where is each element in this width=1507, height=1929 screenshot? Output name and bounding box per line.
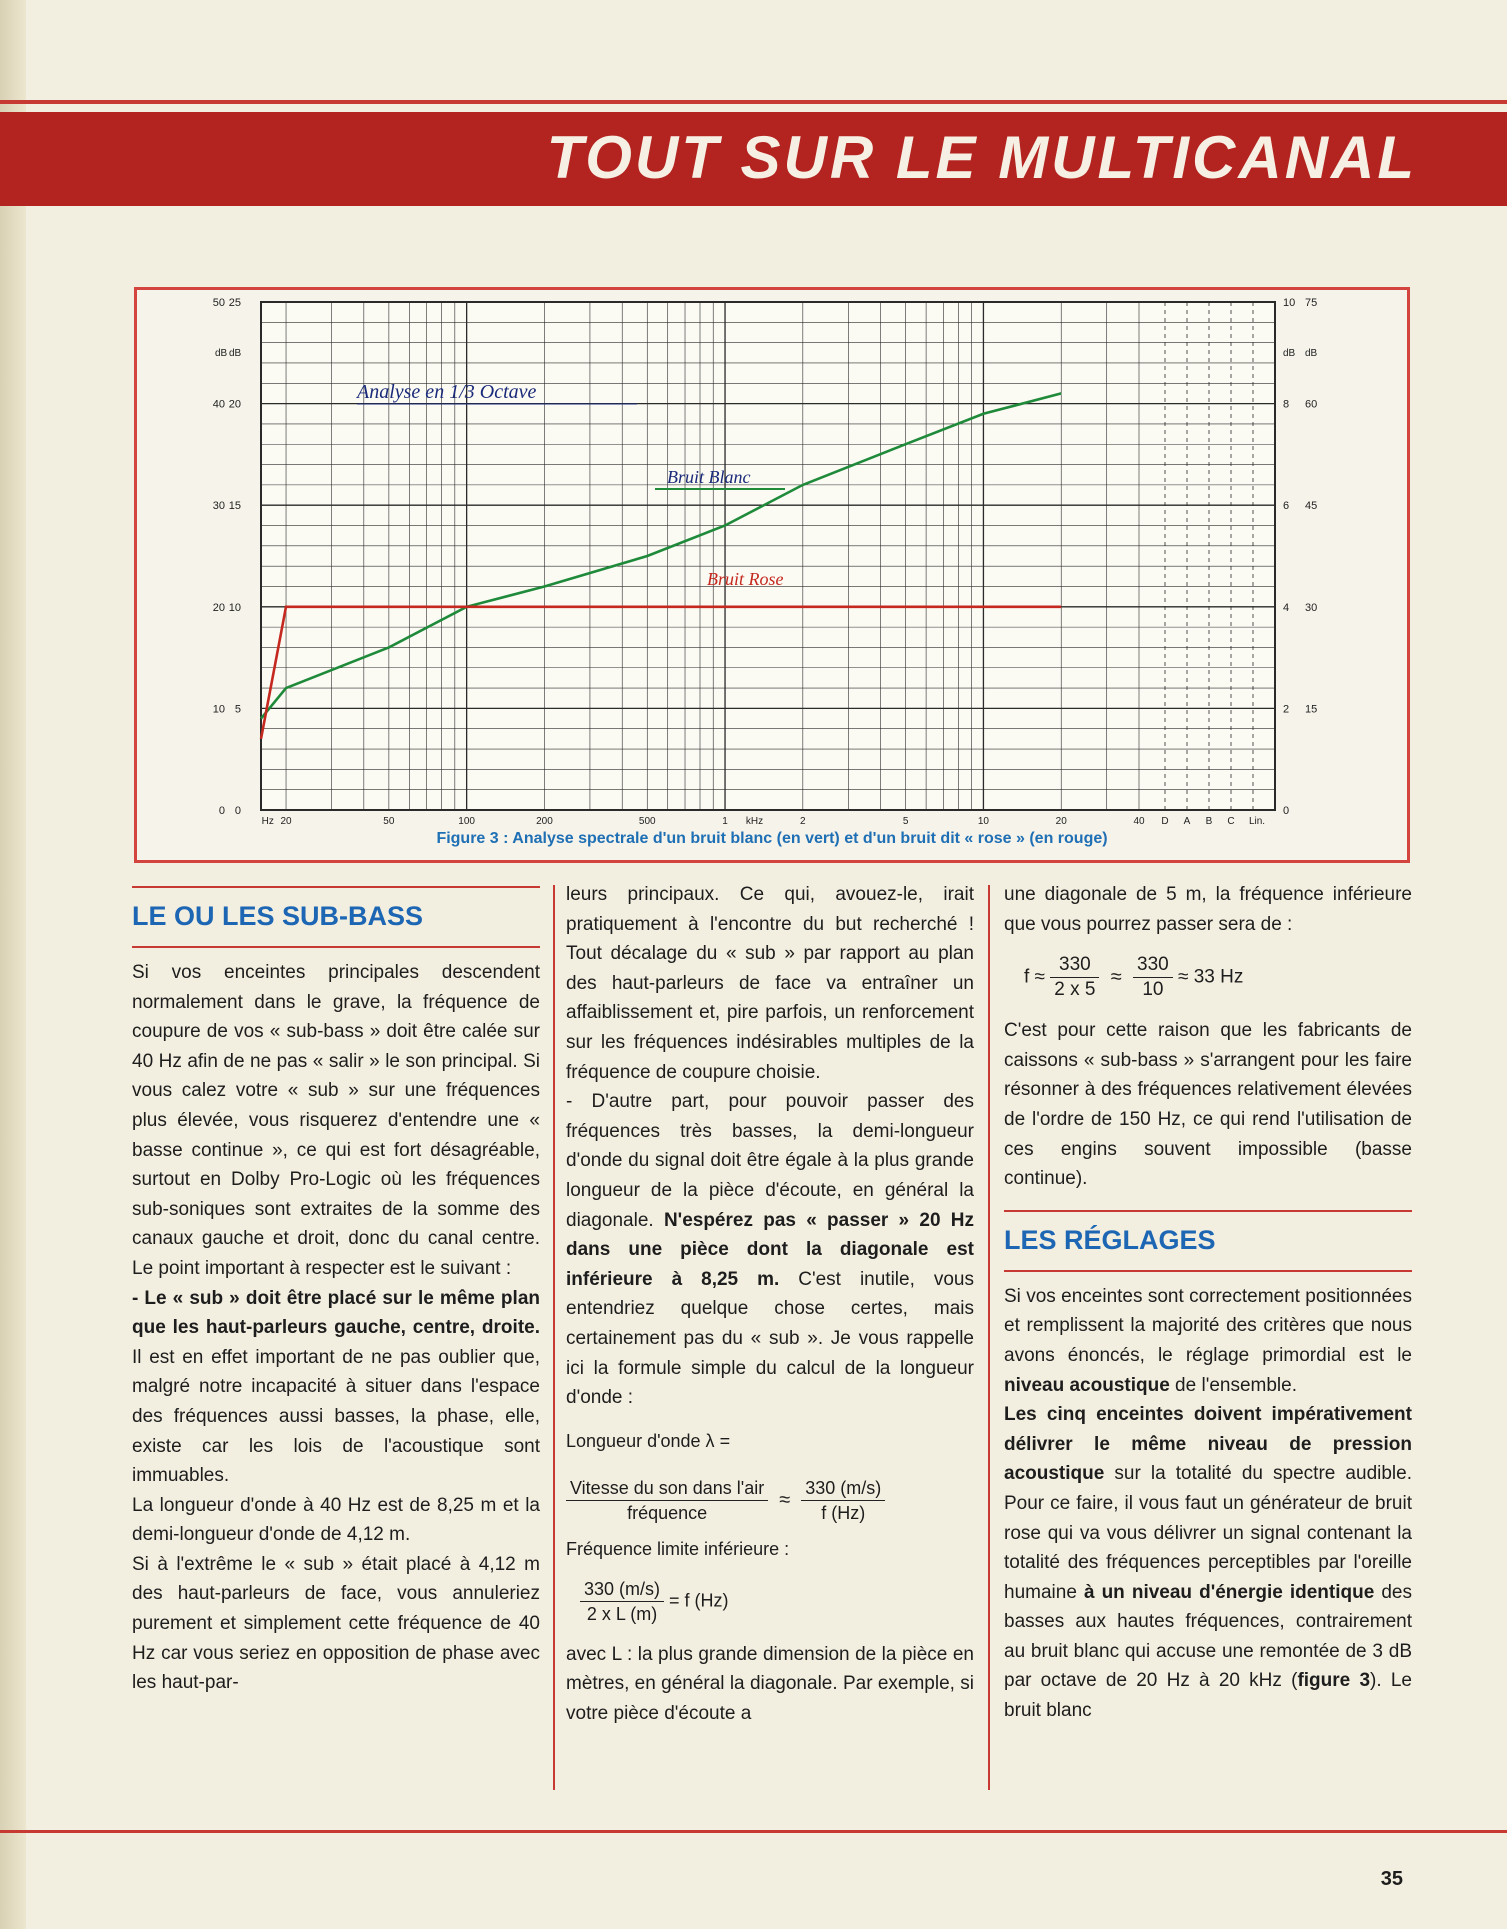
fraction xyxy=(801,1476,885,1525)
column-2 xyxy=(566,880,974,1729)
x-tick-label: C xyxy=(1227,816,1235,827)
y-unit-label: dB xyxy=(215,348,228,359)
y-unit-label: dB xyxy=(1283,348,1296,359)
fraction xyxy=(1050,953,1099,1002)
x-tick-label: Lin. xyxy=(1248,816,1266,827)
formula-limit-label: Fréquence limite inférieure : xyxy=(566,1539,790,1560)
x-tick-label: D xyxy=(1161,816,1169,827)
numerator: 330 (m/s) xyxy=(580,1577,664,1602)
numerator: 330 xyxy=(1050,953,1099,978)
x-tick-label: 10 xyxy=(977,816,989,827)
x-tick-label: Hz xyxy=(261,816,274,827)
y-tick-label: 25 xyxy=(228,297,241,309)
y-tick-label: 45 xyxy=(1305,500,1318,513)
fraction xyxy=(580,1577,664,1626)
x-tick-label: 1 xyxy=(722,816,728,827)
x-tick-label: 50 xyxy=(383,816,395,827)
bold-text: - Le « sub » doit être placé sur le même plan que les haut-parleurs gauche, centre, droite. xyxy=(132,1287,540,1339)
text: de l'ensemble. xyxy=(1169,1374,1297,1396)
numerator: 330 xyxy=(1133,953,1173,978)
heading-sub-bass: LE OU LES SUB-BASS xyxy=(132,886,540,948)
y-tick-label: 75 xyxy=(1305,297,1318,309)
y-tick-label: 50 xyxy=(212,297,225,309)
text: - D'autre part, pour pouvoir passer des fréquences très basses, la demi-longueur d'onde du signal doit être égale à la plus grande longueur de la pièce d'écoute, en général la diagonale. xyxy=(566,1091,974,1231)
formula-example xyxy=(1024,953,1412,1002)
text: Si vos enceintes sont correctement positionnées et remplissent la majorité des critères que nous avons énoncés, le réglage primordial est le xyxy=(1004,1285,1412,1366)
denominator: f (Hz) xyxy=(821,1503,866,1524)
formula-lhs: f ≈ xyxy=(1024,966,1045,988)
heading-reglages: LES RÉGLAGES xyxy=(1004,1210,1412,1272)
y-tick-label: 2 xyxy=(1283,703,1290,716)
paragraph: Si vos enceintes principales descendent normalement dans le grave, la fréquence de coupure de vos « sub-bass » doit être calée sur 40 Hz afin de ne pas « salir » le son principal. Si vous calez votre « sub » sur une fréquences plus élevée, vous risquerez d'entendre une « basse continue », ce qui est fort désagréable, surtout en Dolby Pro-Logic où les fréquences sub-soniques sont extraites de la somme des canaux gauche et droit, donc du canal centre. Le point important à respecter est le suivant : xyxy=(132,962,540,1279)
denominator: fréquence xyxy=(627,1503,708,1524)
y-tick-label: 10 xyxy=(228,601,241,614)
bold-text: Les cinq enceintes doivent impérativement délivrer le même niveau de pression acoustique xyxy=(1004,1404,1412,1485)
annotation-blanc: Bruit Blanc xyxy=(667,467,751,487)
page-spine xyxy=(0,0,26,1929)
column-1 xyxy=(132,880,540,1698)
plot-area xyxy=(261,302,1275,810)
y-tick-label: 20 xyxy=(212,601,225,614)
formula-rhs: ≈ 33 Hz xyxy=(1178,966,1244,988)
column-divider xyxy=(553,885,555,1790)
paragraph: une diagonale de 5 m, la fréquence inférieure que vous pourrez passer sera de : xyxy=(1004,884,1412,935)
section-banner xyxy=(0,112,1507,206)
formula-wavelength-label: Longueur d'onde λ = xyxy=(566,1430,731,1451)
x-tick-label: B xyxy=(1205,816,1213,827)
x-tick-label: kHz xyxy=(745,816,764,827)
numerator: 330 (m/s) xyxy=(801,1476,885,1501)
bold-text: figure 3 xyxy=(1297,1670,1371,1692)
bottom-rule xyxy=(0,1830,1507,1833)
paragraph: La longueur d'onde à 40 Hz est de 8,25 m et la demi-longueur d'onde de 4,12 m. xyxy=(132,1494,540,1546)
formula-limit xyxy=(580,1577,974,1626)
y-tick-label: 0 xyxy=(218,805,225,817)
x-tick-label: 200 xyxy=(536,816,553,827)
paragraph xyxy=(566,1087,974,1413)
figure-caption: Figure 3 : Analyse spectrale d'un bruit blanc (en vert) et d'un bruit dit « rose » (en rouge) xyxy=(436,830,1108,847)
paragraph: leurs principaux. Ce qui, avouez-le, irait pratiquement à l'encontre du but recherché ! Tout décalage du « sub » par rapport au plan des haut-parleurs de face va entraîner un affaiblissement et, pire parfois, un renforcement sur les fréquences indésirables multiples de la fréquence de coupure choisie. xyxy=(566,884,974,1083)
x-tick-label: 2 xyxy=(800,816,806,827)
paragraph: Si à l'extrême le « sub » était placé à 4,12 m des haut-parleurs de face, vous annuleriez purement et simplement cette fréquence de 40 Hz car vous seriez en opposition de phase avec les haut-par- xyxy=(132,1553,540,1694)
y-tick-label: 30 xyxy=(1305,601,1318,614)
y-unit-label: dB xyxy=(229,348,242,359)
text: C'est inutile, vous entendriez quelque chose certes, mais certainement pas du « sub ». Je vous rappelle ici la formule simple du calcul de la longueur d'onde : xyxy=(566,1268,974,1409)
paragraph xyxy=(1004,1400,1412,1726)
text: des basses aux hautes fréquences, contrairement au bruit blanc qui accuse une remontée de 3 dB par octave de 20 Hz à 20 kHz ( xyxy=(1004,1581,1412,1692)
y-tick-label: 20 xyxy=(228,398,241,411)
text: Il est en effet important de ne pas oublier que, malgré notre incapacité à situer dans l'espace des fréquences aussi basses, la phase, elle, existe car les lois de l'acoustique sont immuables. xyxy=(132,1346,540,1487)
column-divider xyxy=(988,885,990,1790)
x-tick-label: 100 xyxy=(458,816,475,827)
y-tick-label: 4 xyxy=(1283,601,1290,614)
y-tick-label: 6 xyxy=(1283,500,1290,513)
y-tick-label: 15 xyxy=(1305,703,1318,716)
annotation-rose: Bruit Rose xyxy=(707,569,784,589)
bold-text: niveau acoustique xyxy=(1004,1374,1170,1396)
page-number: 35 xyxy=(1380,1868,1403,1890)
x-tick-label: 5 xyxy=(902,816,909,827)
y-tick-label: 60 xyxy=(1305,398,1318,411)
fraction xyxy=(1133,953,1173,1002)
denominator: 2 x 5 xyxy=(1054,979,1096,1001)
denominator: 10 xyxy=(1142,979,1164,1001)
paragraph: C'est pour cette raison que les fabricants de caissons « sub-bass » s'arrangent pour les faire résonner à des fréquences relativement élevées de l'ordre de 150 Hz, ce qui rend l'utilisation de ces engins souvent impossible (basse continue). xyxy=(1004,1020,1412,1190)
paragraph: avec L : la plus grande dimension de la pièce en mètres, en général la diagonale. Par exemple, si votre pièce d'écoute a xyxy=(566,1643,974,1725)
approx-sign: ≈ xyxy=(1110,965,1122,988)
top-rule xyxy=(0,100,1507,104)
formula-wavelength xyxy=(566,1476,974,1525)
x-tick-label: A xyxy=(1183,816,1191,827)
column-3 xyxy=(1004,880,1412,1726)
y-tick-label: 8 xyxy=(1283,398,1290,411)
banner-title: TOUT SUR LE MULTICANAL xyxy=(546,124,1417,191)
x-tick-label: 500 xyxy=(638,816,656,827)
y-tick-label: 30 xyxy=(212,500,225,513)
paragraph xyxy=(132,1284,540,1491)
bold-text: à un niveau d'énergie identique xyxy=(1083,1581,1375,1603)
y-tick-label: 0 xyxy=(1283,805,1290,817)
text: sur la totalité du spectre audible. Pour ce faire, il vous faut un générateur de bruit rose qui va vous délivrer un signal contenant la totalité des fréquences perceptibles par l'oreille humaine xyxy=(1004,1463,1412,1603)
x-tick-label: 20 xyxy=(1055,816,1067,827)
y-tick-label: 10 xyxy=(212,703,225,716)
bold-text: N'espérez pas « passer » 20 Hz dans une pièce dont la diagonale est inférieure à 8,25 m. xyxy=(566,1209,974,1290)
formula-rhs: = f (Hz) xyxy=(669,1590,729,1611)
figure-3 xyxy=(134,287,1410,863)
y-tick-label: 15 xyxy=(228,500,241,513)
y-tick-label: 40 xyxy=(212,398,225,411)
fraction xyxy=(566,1476,768,1525)
numerator: Vitesse du son dans l'air xyxy=(566,1476,768,1501)
y-tick-label: 0 xyxy=(234,805,241,817)
x-tick-label: 20 xyxy=(280,816,292,827)
spectrum-chart xyxy=(137,290,1407,830)
paragraph xyxy=(1004,1282,1412,1400)
text: ). Le bruit blanc xyxy=(1004,1670,1412,1722)
y-tick-label: 10 xyxy=(1283,297,1296,309)
x-tick-label: 40 xyxy=(1133,816,1145,827)
y-tick-label: 5 xyxy=(234,703,241,716)
denominator: 2 x L (m) xyxy=(586,1603,658,1624)
y-unit-label: dB xyxy=(1305,348,1318,359)
approx-sign: ≈ xyxy=(779,1488,791,1511)
annotation-analyse: Analyse en 1/3 Octave xyxy=(357,381,537,403)
